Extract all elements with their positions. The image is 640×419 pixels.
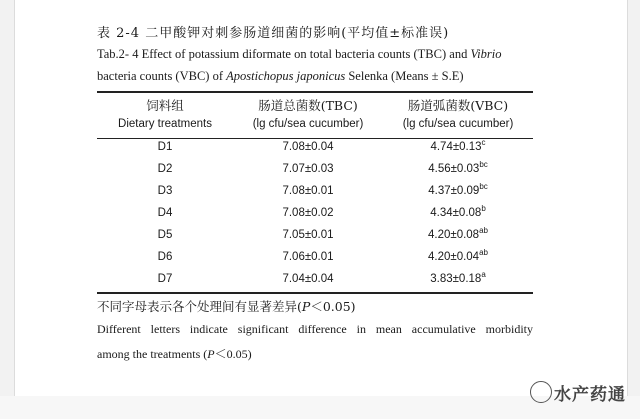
- header-vbc-cn: 肠道弧菌数(VBC): [407, 98, 509, 113]
- row-vbc-cell: [383, 248, 533, 263]
- header-tbc-cn: 肠道总菌数(TBC): [258, 98, 358, 113]
- watermark-logo-icon: [530, 381, 552, 403]
- watermark-text: 水产药通: [554, 385, 626, 405]
- note-cn-text: ＜0.05): [310, 299, 356, 314]
- note-en-text: ＜0.05): [214, 347, 252, 361]
- row-vbc: 4.20±0.04: [428, 251, 480, 263]
- row-group: D5: [157, 229, 173, 241]
- note-cn-p: P: [301, 299, 311, 314]
- row-group: D2: [157, 163, 173, 175]
- row-vbc-letter: b: [481, 204, 486, 213]
- row-group: D1: [157, 141, 173, 153]
- row-group: D6: [157, 251, 173, 263]
- wechat-watermark: [530, 376, 626, 410]
- note-en-text: among the treatments (: [97, 347, 208, 361]
- row-vbc: 4.74±0.13: [430, 141, 482, 153]
- row-tbc: 7.05±0.01: [282, 229, 334, 241]
- row-vbc-cell: [383, 226, 533, 241]
- row-vbc-cell: [383, 182, 533, 197]
- row-tbc: 7.08±0.02: [282, 207, 334, 219]
- row-vbc-cell: [383, 138, 533, 153]
- row-vbc-letter: ab: [479, 226, 488, 235]
- title-en-text: bacteria counts (VBC) of: [97, 69, 227, 83]
- row-group: D7: [157, 273, 173, 285]
- table-title-english-line1: [97, 47, 501, 62]
- header-tbc-en: (lg cfu/sea cucumber): [252, 118, 364, 130]
- note-cn-text: 不同字母表示各个处理间有显著差异(: [97, 299, 302, 314]
- title-en-text: Selenka (Means ± S.E): [345, 69, 464, 83]
- row-vbc: 4.37±0.09: [428, 185, 480, 197]
- left-frame-border: [0, 0, 15, 419]
- row-vbc-cell: [383, 270, 533, 285]
- table-footnote-chinese: [97, 297, 356, 315]
- table-bottom-rule: [97, 292, 533, 294]
- row-vbc-letter: c: [481, 138, 486, 147]
- row-vbc: 3.83±0.18: [430, 273, 482, 285]
- row-vbc-letter: ab: [479, 248, 488, 257]
- right-frame-border: [627, 0, 640, 419]
- header-vbc-en: (lg cfu/sea cucumber): [402, 118, 514, 130]
- row-tbc: 7.07±0.03: [282, 163, 334, 175]
- table-footnote-english-line2: [97, 345, 533, 362]
- note-en-p: P: [207, 347, 215, 361]
- row-vbc: 4.20±0.08: [428, 229, 480, 241]
- table-title-chinese: 表 2-4 二甲酸钾对刺参肠道细菌的影响(平均值±标准误): [97, 26, 450, 41]
- row-vbc-letter: a: [481, 270, 486, 279]
- row-group: D4: [157, 207, 173, 219]
- row-vbc-cell: [383, 160, 533, 175]
- row-vbc-cell: [383, 204, 533, 219]
- row-tbc: 7.06±0.01: [282, 251, 334, 263]
- row-vbc-letter: bc: [479, 182, 488, 191]
- table-title-english-line2: [97, 69, 464, 84]
- table-header-rule: [97, 138, 533, 139]
- header-group-cn: 饲料组: [146, 98, 184, 113]
- row-group: D3: [157, 185, 173, 197]
- row-tbc: 7.08±0.04: [282, 141, 334, 153]
- table-footnote-english-line1: Different letters indicate significant difference in mean accumulative morbidity: [97, 322, 533, 336]
- row-tbc: 7.04±0.04: [282, 273, 334, 285]
- title-en-text: Tab.2- 4 Effect of potassium diformate on total bacteria counts (TBC) and: [97, 47, 471, 61]
- title-en-vibrio: Vibrio: [470, 47, 502, 61]
- row-vbc: 4.56±0.03: [428, 163, 480, 175]
- table-top-rule: [97, 91, 533, 93]
- row-tbc: 7.08±0.01: [282, 185, 334, 197]
- row-vbc: 4.34±0.08: [430, 207, 482, 219]
- row-vbc-letter: bc: [479, 160, 488, 169]
- header-group-en: Dietary treatments: [118, 118, 212, 130]
- title-en-species: Apostichopus japonicus: [226, 69, 346, 83]
